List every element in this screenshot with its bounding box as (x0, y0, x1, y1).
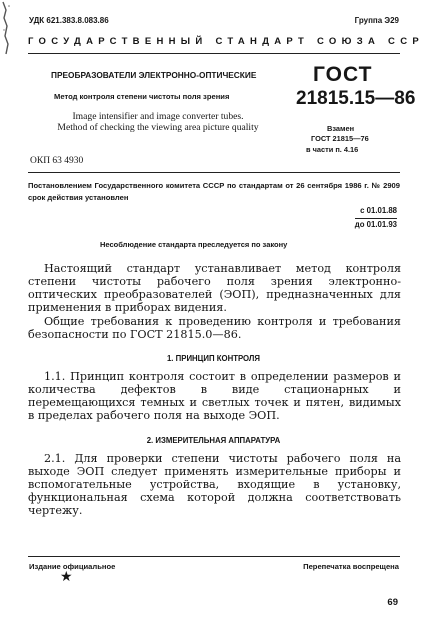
official-edition-label: Издание официальное (29, 562, 116, 571)
udk-code: УДК 621.383.8.083.86 (29, 16, 109, 25)
page-number: 69 (387, 597, 398, 608)
validity-to: до 01.01.93 (354, 220, 397, 229)
replaces-label: Взамен (327, 124, 355, 133)
english-title (44, 111, 272, 133)
validity-from: с 01.01.88 (360, 206, 397, 215)
legal-warning: Несоблюдение стандарта преследуется по закону (100, 240, 288, 249)
intro-paragraph: Настоящий стандарт устанавливает метод контроля степени чистоты рабочего поля зрения электронно-оптических преобразователей (ЭОП), предназначенных для применения в приборах видения. (28, 262, 401, 314)
star-icon: ★ (60, 569, 73, 585)
scan-artifact-mark (0, 0, 14, 60)
section-divider (28, 172, 400, 173)
document-title: ПРЕОБРАЗОВАТЕЛИ ЭЛЕКТРОННО-ОПТИЧЕСКИЕ (51, 70, 257, 80)
english-method-line: Method of checking the viewing area picture quality (57, 122, 259, 133)
gost-number: 21815.15—86 (296, 88, 416, 109)
footer-divider (28, 556, 400, 557)
section-1-heading: 1. ПРИНЦИП КОНТРОЛЯ (166, 354, 261, 363)
replaced-part: в части п. 4.16 (306, 145, 359, 154)
requirements-paragraph: Общие требования к проведению контроля и требования безопасности по ГОСТ 21815.0—86. (28, 315, 401, 341)
gost-label: ГОСТ (313, 63, 373, 86)
reprint-notice: Перепечатка воспрещена (303, 562, 399, 571)
section-2-paragraph: 2.1. Для проверки степени чистоты рабочего поля на выходе ЭОП следует применять измерительные приборы и вспомогательные устройства, входящие в установку, функциональная схема которой должна соответствовать чертежу. (28, 452, 401, 517)
header-divider (28, 53, 400, 54)
decree-text: Постановлением Государственного комитета СССР по стандартам от 26 сентября 1986 г. № 2909 срок действия установлен (28, 181, 400, 202)
english-title-line: Image intensifier and image converter tubes. (72, 111, 244, 122)
standard-name-heading: ГОСУДАРСТВЕННЫЙ СТАНДАРТ СОЮЗА ССР (28, 36, 425, 47)
replaced-document: ГОСТ 21815—76 (311, 134, 369, 143)
okp-code: ОКП 63 4930 (30, 156, 84, 166)
section-1-paragraph: 1.1. Принцип контроля состоит в определении размеров и количества дефектов в виде стационарных и перемещающихся темных и светлых точек и пятен, видимых в пределах рабочего поля на выходе ЭОП. (28, 370, 401, 422)
section-2-heading: 2. ИЗМЕРИТЕЛЬНАЯ АППАРАТУРА (146, 436, 281, 445)
group-code: Группа Э29 (354, 16, 399, 25)
document-subtitle: Метод контроля степени чистоты поля зрения (54, 92, 230, 101)
